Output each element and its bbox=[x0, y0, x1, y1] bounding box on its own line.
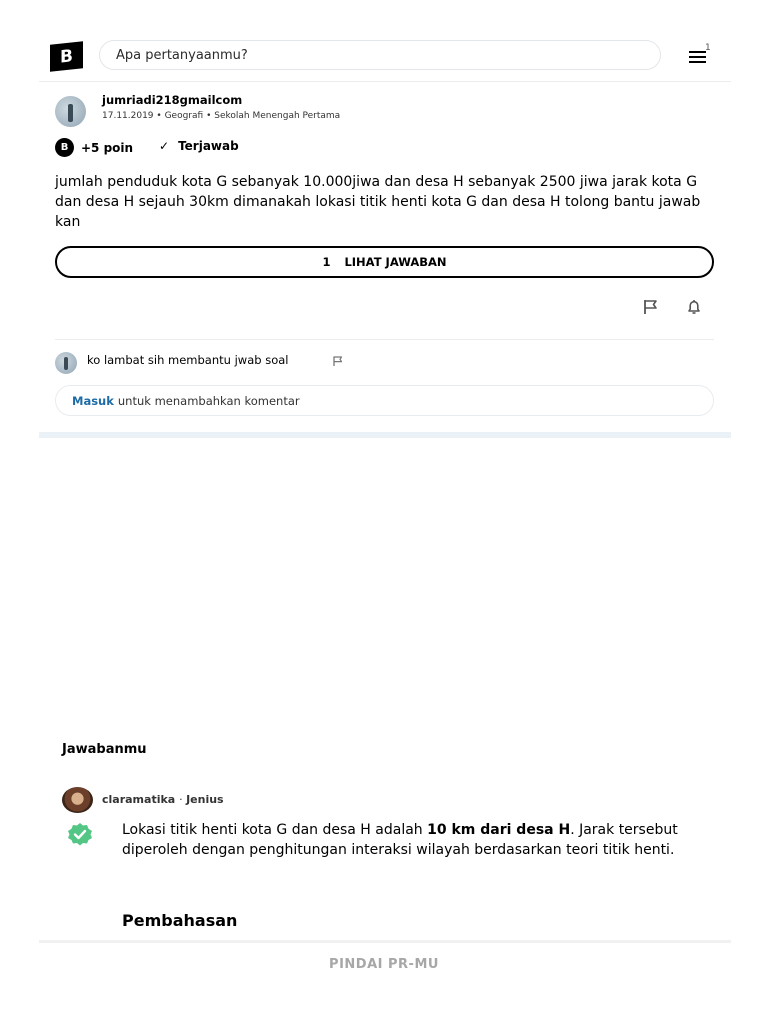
bottom-bar-divider bbox=[39, 940, 731, 943]
flag-icon[interactable] bbox=[642, 298, 660, 316]
menu-badge: 1 bbox=[705, 43, 711, 53]
brainly-points-icon: B bbox=[55, 138, 74, 157]
question-subject[interactable]: Geografi bbox=[164, 111, 204, 121]
menu-icon[interactable] bbox=[689, 43, 711, 64]
header-divider bbox=[39, 81, 731, 82]
status-label: Terjawab bbox=[178, 139, 239, 153]
checkmark-icon: ✓ bbox=[159, 139, 170, 153]
scan-homework-button[interactable]: PINDAI PR-MU bbox=[329, 957, 439, 972]
answer-text: Lokasi titik henti kota G dan desa H adalah 10 km dari desa H. Jarak tersebut diperoleh dengan penghitungan interaksi wilayah berdasarkan teori titik henti. bbox=[122, 822, 678, 858]
commenter-avatar[interactable] bbox=[55, 352, 77, 374]
answer-count: 1 bbox=[322, 255, 331, 269]
question-meta: 17.11.2019 • Geografi • Sekolah Menengah Pertama bbox=[102, 111, 341, 121]
points-badge bbox=[55, 138, 133, 157]
comments-divider bbox=[55, 339, 714, 340]
answered-status bbox=[159, 139, 239, 153]
question-level: Sekolah Menengah Pertama bbox=[214, 111, 341, 121]
login-link[interactable]: Masuk bbox=[72, 393, 114, 408]
points-label: +5 poin bbox=[81, 140, 134, 155]
answerer-username[interactable]: claramatika bbox=[102, 793, 176, 806]
question-date: 17.11.2019 bbox=[102, 111, 154, 121]
answerer-rank: Jenius bbox=[186, 793, 224, 806]
brainly-logo[interactable]: B bbox=[50, 41, 83, 71]
bell-icon[interactable] bbox=[685, 298, 703, 316]
search-input[interactable] bbox=[99, 40, 661, 70]
discussion-heading: Pembahasan bbox=[122, 911, 238, 930]
login-prompt-text: untuk menambahkan komentar bbox=[117, 393, 300, 408]
verified-answer-icon bbox=[66, 822, 94, 846]
question-text: jumlah penduduk kota G sebanyak 10.000jiwa dan desa H sebanyak 2500 jiwa jarak kota G dan desa H sejauh 30km dimanakah lokasi titik henti kota G dan desa H tolong bantu jawab kan bbox=[55, 174, 701, 230]
search-placeholder: Apa pertanyaanmu? bbox=[116, 47, 248, 63]
comment-flag-icon[interactable] bbox=[332, 355, 344, 367]
see-answer-button[interactable] bbox=[55, 246, 714, 278]
comment-text: ko lambat sih membantu jwab soal bbox=[87, 353, 289, 367]
answer-highlight: 10 km dari desa H bbox=[427, 822, 571, 838]
asker-username[interactable]: jumriadi218gmailcom bbox=[102, 93, 243, 107]
answer-section-title: Jawabanmu bbox=[62, 742, 147, 757]
section-separator bbox=[39, 432, 731, 438]
see-answer-label: LIHAT JAWABAN bbox=[344, 255, 447, 269]
answerer-avatar[interactable] bbox=[62, 787, 93, 813]
answerer-info: claramatika · Jenius bbox=[102, 793, 224, 806]
asker-avatar[interactable] bbox=[55, 96, 86, 127]
add-comment-box[interactable] bbox=[55, 385, 714, 416]
